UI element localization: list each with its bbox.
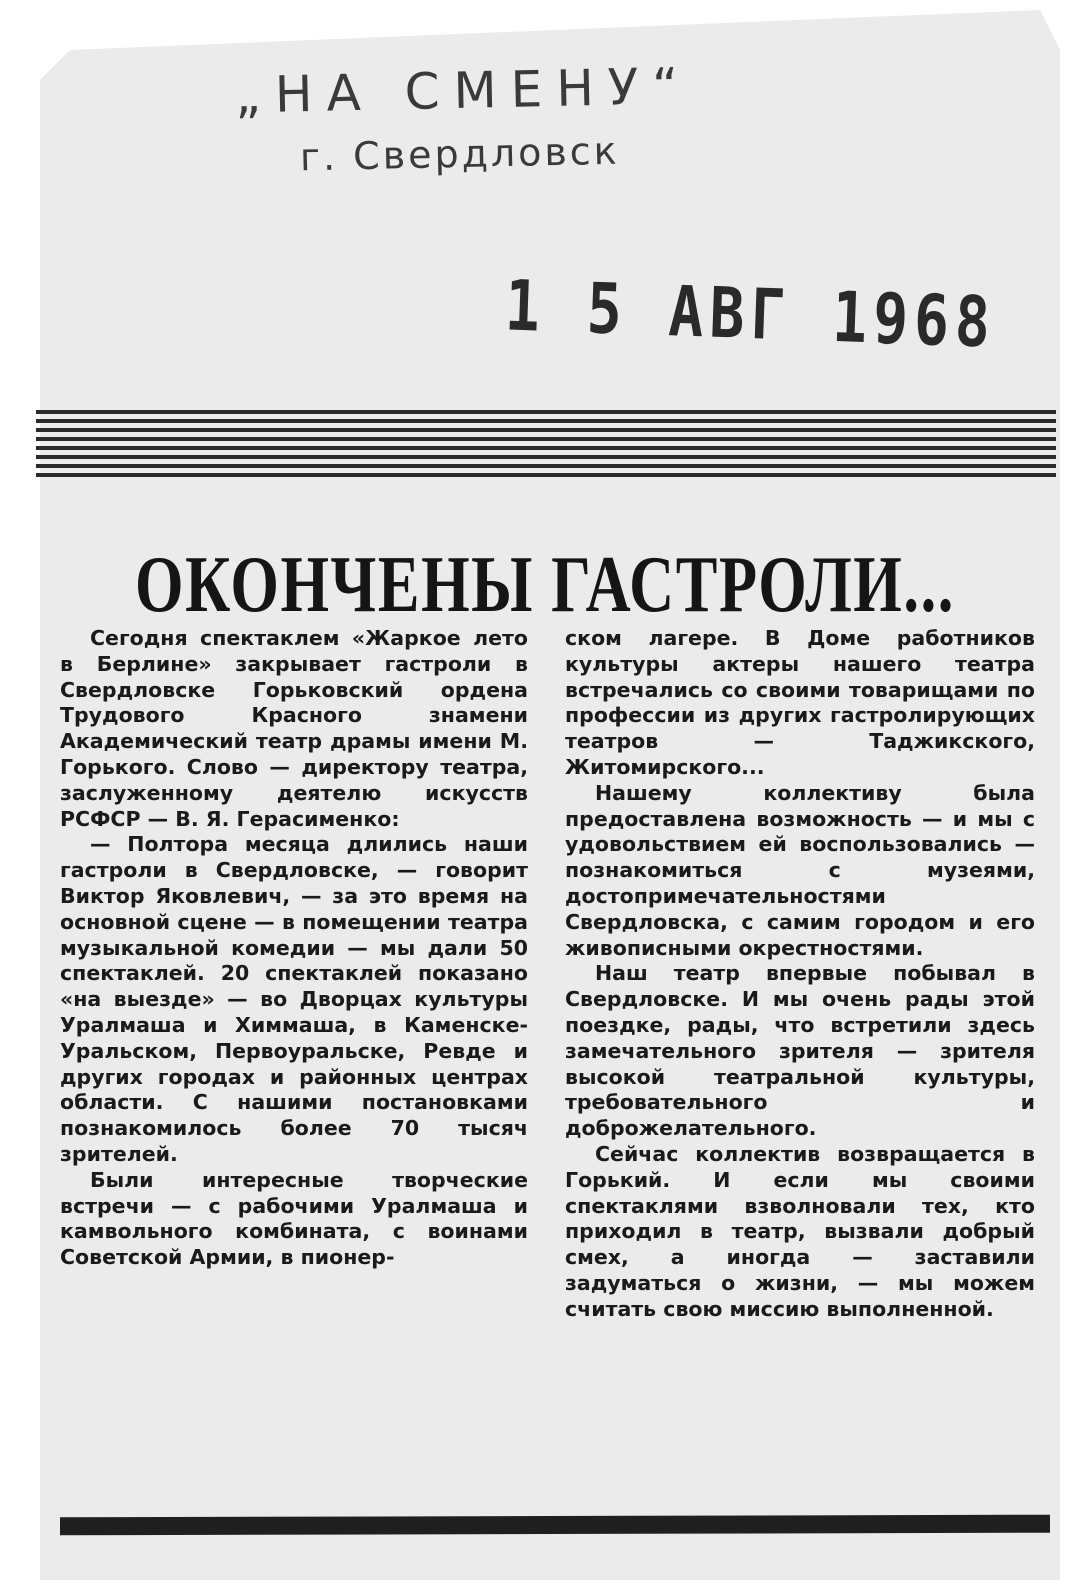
article-right-column xyxy=(565,626,1035,1323)
article-left-column xyxy=(60,626,528,1271)
decorative-rules xyxy=(36,410,1056,482)
city-stamp: г. Свердловск xyxy=(299,128,621,180)
paragraph: ском лагере. В Доме работников культуры актеры нашего театра встречались со своими товарищами по профессии из других гастролирующих театров — Таджикского, Житомирского... xyxy=(565,626,1035,779)
date-stamp: 1 5 АВГ 1968 xyxy=(503,264,998,364)
newspaper-name-stamp: „НА СМЕНУ“ xyxy=(234,57,693,125)
bottom-rule xyxy=(60,1515,1050,1536)
paragraph: Наш театр впервые побывал в Свердловске. И мы очень рады этой поездке, рады, что встретили здесь замечательного зрителя — зрителя высокой театральной культуры, требовательного и доброжелательного. xyxy=(565,961,1035,1141)
paragraph: Сегодня спектаклем «Жаркое лето в Берлине» закрывает гастроли в Свердловске Горьковский ордена Трудового Красного знамени Академический театр драмы имени М. Горького. Слово — директору театра, заслуженному деятелю искусств РСФСР — В. Я. Герасименко: xyxy=(60,626,528,831)
article-headline: ОКОНЧЕНЫ ГАСТРОЛИ... xyxy=(135,541,955,629)
paragraph: Сейчас коллектив возвращается в Горький. И если мы своими спектаклями взволновали тех, кто приходил в театр, вызвали добрый смех, а иногда — заставили задуматься о жизни, — мы можем считать свою миссию выполненной. xyxy=(565,1141,1035,1321)
paragraph: — Полтора месяца длились наши гастроли в Свердловске, — говорит Виктор Яковлевич, — за это время на основной сцене — в помещении театра музыкальной комедии — мы дали 50 спектаклей. 20 спектаклей показано «на выезде» — во Дворцах культуры Уралмаша и Химмаша, в Каменске-Уральском, Первоуральске, Ревде и других городах и районных центрах области. С нашими постановками познакомилось более 70 тысяч зрителей. xyxy=(60,832,528,1166)
paragraph: Были интересные творческие встречи — с рабочими Уралмаша и камвольного комбината, с воинами Советской Армии, в пионер- xyxy=(60,1167,528,1270)
paragraph: Нашему коллективу была предоставлена возможность — и мы с удовольствием ей воспользовались — познакомиться с музеями, достопримечательностями Свердловска, с самим городом и его живописными окрестностями. xyxy=(565,780,1035,960)
